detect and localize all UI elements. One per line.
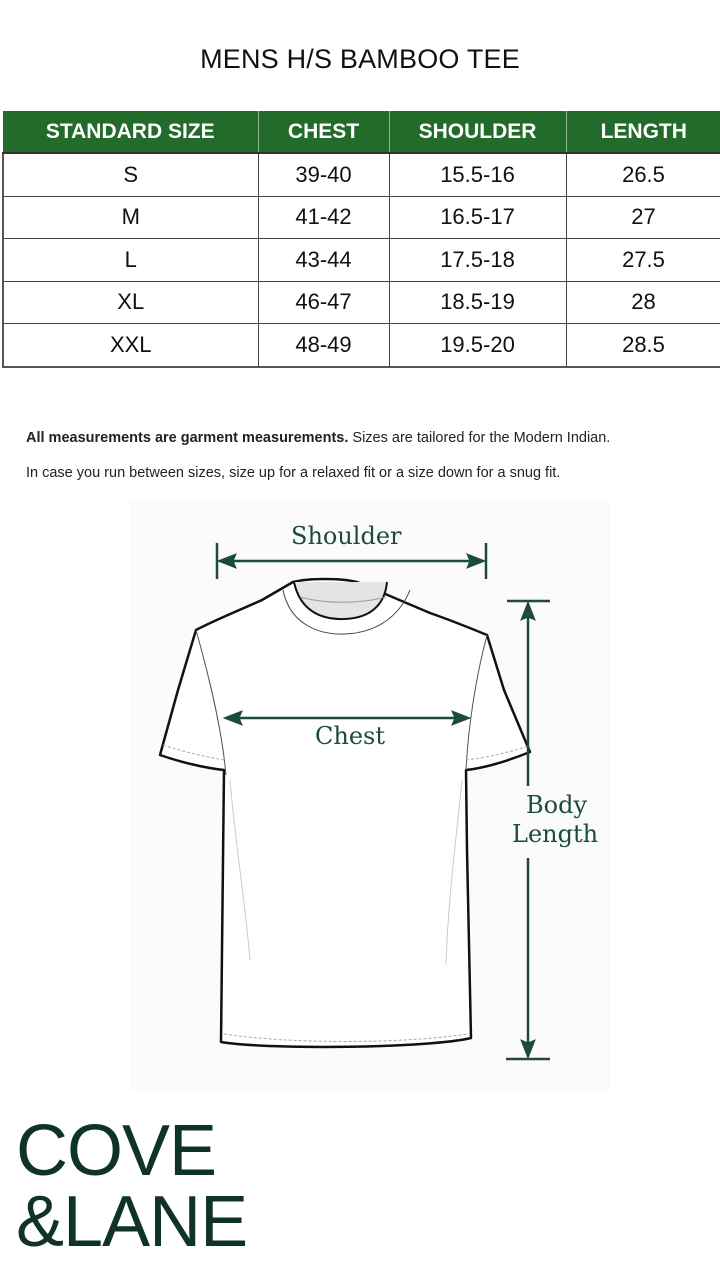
tshirt-measurement-diagram <box>130 500 610 1090</box>
cell-length: 28.5 <box>566 324 720 367</box>
cell-size: XL <box>3 281 258 324</box>
header-shoulder: SHOULDER <box>389 111 566 153</box>
cell-chest: 43-44 <box>258 239 389 282</box>
table-row <box>3 281 720 324</box>
table-header-row <box>3 111 720 153</box>
cell-chest: 46-47 <box>258 281 389 324</box>
header-chest: CHEST <box>258 111 389 153</box>
cell-length: 27 <box>566 196 720 239</box>
cell-chest: 39-40 <box>258 153 389 196</box>
cell-shoulder: 15.5-16 <box>389 153 566 196</box>
measurement-notes <box>26 430 716 500</box>
table-row <box>3 239 720 282</box>
shoulder-label: Shoulder <box>291 522 402 550</box>
header-standard-size: STANDARD SIZE <box>3 111 258 153</box>
note-line-1 <box>26 430 716 446</box>
cell-shoulder: 16.5-17 <box>389 196 566 239</box>
brand-logo <box>16 1111 248 1262</box>
cell-shoulder: 18.5-19 <box>389 281 566 324</box>
cell-size: XXL <box>3 324 258 367</box>
table-row <box>3 153 720 196</box>
note-rest: Sizes are tailored for the Modern Indian. <box>348 430 611 446</box>
cell-size: L <box>3 239 258 282</box>
table-row <box>3 324 720 367</box>
size-chart-table <box>2 111 720 368</box>
cell-shoulder: 17.5-18 <box>389 239 566 282</box>
brand-logo-line-1: COVE <box>16 1111 217 1191</box>
header-length: LENGTH <box>566 111 720 153</box>
cell-length: 27.5 <box>566 239 720 282</box>
cell-shoulder: 19.5-20 <box>389 324 566 367</box>
note-bold: All measurements are garment measurements. <box>26 430 349 446</box>
body-length-label-1: Body <box>526 791 588 819</box>
cell-chest: 41-42 <box>258 196 389 239</box>
table-row <box>3 196 720 239</box>
cell-size: S <box>3 153 258 196</box>
cell-chest: 48-49 <box>258 324 389 367</box>
page-title: MENS H/S BAMBOO TEE <box>200 44 520 74</box>
cell-size: M <box>3 196 258 239</box>
note-line-2: In case you run between sizes, size up for a relaxed fit or a size down for a snug fit. <box>26 465 561 481</box>
brand-logo-line-2: &LANE <box>16 1181 248 1262</box>
cell-length: 28 <box>566 281 720 324</box>
chest-label: Chest <box>315 722 385 750</box>
body-length-label-2: Length <box>512 820 599 848</box>
cell-length: 26.5 <box>566 153 720 196</box>
